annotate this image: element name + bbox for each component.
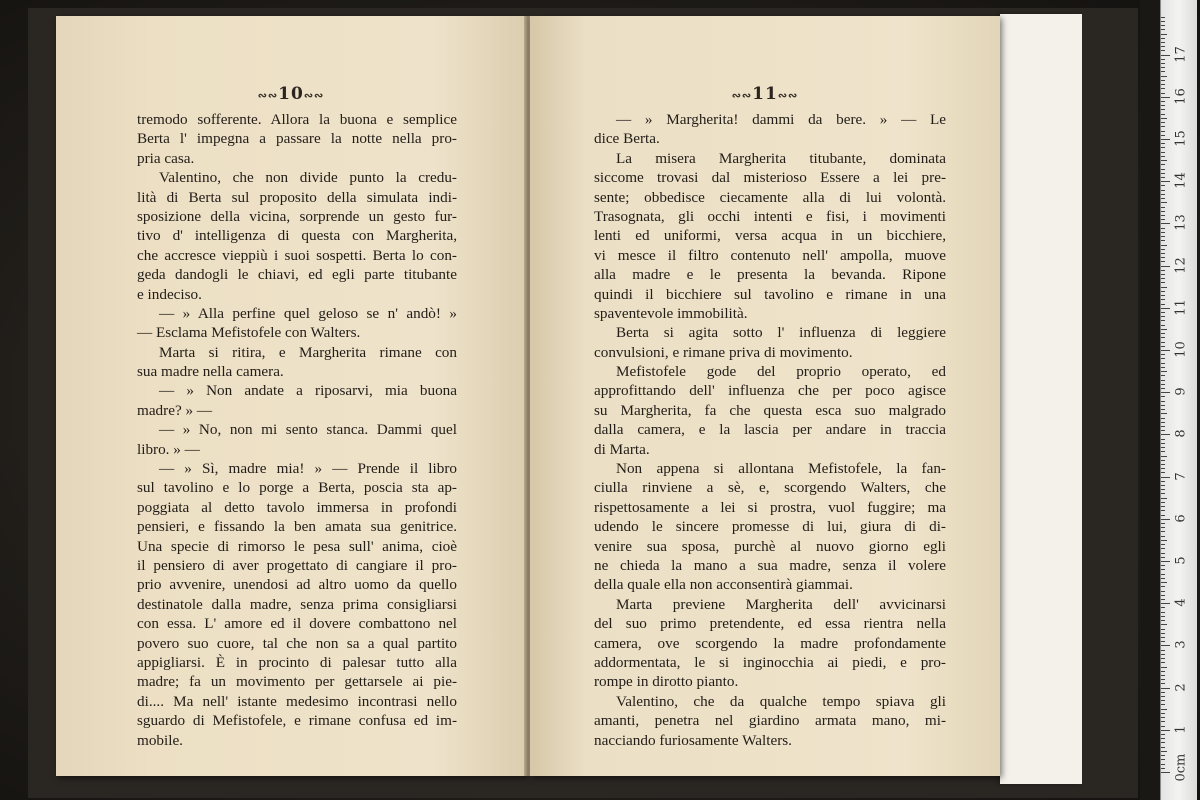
ruler-tick: [1161, 160, 1167, 161]
ruler-tick: [1161, 616, 1165, 617]
ruler-tick: [1161, 337, 1165, 338]
ruler-number: 2: [1173, 682, 1189, 692]
ruler-tick: [1161, 671, 1165, 672]
ruler-tick: [1161, 198, 1165, 199]
ruler-tick: [1161, 325, 1165, 326]
ruler-tick: [1161, 519, 1170, 520]
ruler-tick: [1161, 506, 1165, 507]
ruler-tick: [1161, 595, 1165, 596]
ruler-tick: [1161, 472, 1165, 473]
text-line: addormentata, le si inginocchia ai piedi, e pro-: [594, 653, 946, 671]
measurement-ruler: [1160, 0, 1197, 800]
ruler-tick: [1161, 477, 1170, 478]
text-line: Una specie di rimorso le pesa sull' anima, cioè: [137, 537, 457, 555]
ruler-tick: [1161, 451, 1165, 452]
text-line: tremodo sofferente. Allora la buona e semplice: [137, 111, 457, 128]
ruler-tick: [1161, 527, 1165, 528]
ruler-tick: [1161, 418, 1165, 419]
text-line: vi mesce il filtro contenuto nell' ampolla, muove: [594, 246, 946, 264]
ruler-tick: [1161, 147, 1165, 148]
ruler-number: 9: [1173, 387, 1189, 396]
text-line: Berta si agita sotto l' influenza di leggiere: [616, 324, 946, 342]
text-line: Non appena si allontana Mefistofele, la fan-: [616, 460, 946, 478]
ruler-tick: [1161, 164, 1165, 165]
ruler-tick: [1161, 342, 1165, 343]
ruler-tick: [1161, 375, 1165, 376]
ruler-tick: [1161, 683, 1165, 684]
ruler-tick: [1161, 447, 1165, 448]
ruler-tick: [1161, 46, 1165, 47]
text-line: udendo le sincere promesse di lui, giura di di-: [594, 518, 946, 536]
text-line: spaventevole immobilità.: [594, 304, 748, 322]
ruler-tick: [1161, 38, 1165, 39]
ruler-tick: [1161, 629, 1165, 630]
ruler-tick: [1161, 363, 1165, 364]
text-line: — » No, non mi sento stanca. Dammi quel: [159, 421, 457, 439]
ruler-tick: [1161, 650, 1165, 651]
ruler-tick: [1161, 274, 1165, 275]
ruler-tick: [1161, 599, 1165, 600]
ruler-tick: [1161, 557, 1165, 558]
ruler-number: 14: [1173, 172, 1189, 189]
ruler-tick: [1161, 582, 1167, 583]
ruler-tick: [1161, 489, 1165, 490]
ruler-tick: [1161, 287, 1167, 288]
ruler-number: 6: [1173, 514, 1189, 523]
text-line: lità di Berta sul proposito della simulata indi-: [137, 188, 457, 206]
ruler-tick: [1161, 498, 1167, 499]
ruler-number: 11: [1173, 299, 1189, 316]
ruler-tick: [1161, 266, 1170, 267]
ruler-tick: [1161, 358, 1165, 359]
text-line: lenti ed uniformi, versa acqua in un bicchiere,: [594, 227, 946, 245]
ruler-tick: [1161, 565, 1165, 566]
ruler-tick: [1161, 185, 1165, 186]
ruler-tick: [1161, 413, 1167, 414]
ruler-number: 13: [1173, 214, 1189, 232]
ruler-tick: [1161, 114, 1165, 115]
text-line: appigliarsi. È in procinto di palesar tutto alla: [137, 653, 457, 671]
text-line: il pensiero di aver progettato di cangiare il pro-: [137, 556, 457, 574]
ruler-tick: [1161, 190, 1165, 191]
ruler-number: 4: [1173, 598, 1189, 607]
ruler-tick: [1161, 548, 1165, 549]
ruler-tick: [1161, 34, 1167, 35]
ruler-tick: [1161, 422, 1165, 423]
ruler-tick: [1161, 439, 1165, 440]
ruler-tick: [1161, 346, 1165, 347]
ruler-tick: [1161, 126, 1165, 127]
ruler-tick: [1161, 540, 1167, 541]
ruler-tick: [1161, 253, 1165, 254]
ruler-tick: [1161, 388, 1165, 389]
ruler-tick: [1161, 717, 1165, 718]
text-line: ciulla rinviene a sè, e, scorgendo Walters, che: [594, 479, 946, 497]
ruler-tick: [1161, 607, 1165, 608]
ruler-tick: [1161, 223, 1170, 224]
ruler-tick: [1161, 485, 1165, 486]
ruler-tick: [1161, 320, 1165, 321]
right-page-text: [594, 110, 946, 750]
text-line: venire sua sposa, purchè al nuovo giorno egli: [594, 537, 946, 555]
text-line: prio avvenire, unendosi ad altro uomo da quello: [137, 576, 457, 594]
ruler-number: 1: [1173, 725, 1189, 734]
ruler-tick: [1161, 434, 1170, 435]
ruler-tick: [1161, 654, 1165, 655]
ruler-tick: [1161, 236, 1165, 237]
left-page-number: ∾∾10∾∾: [257, 84, 325, 104]
ruler-tick: [1161, 392, 1170, 393]
left-page: [56, 16, 526, 776]
ruler-tick: [1161, 71, 1165, 72]
ruler-tick: [1161, 55, 1170, 56]
text-line: Valentino, che non divide punto la credu-: [159, 169, 457, 187]
ruler-tick: [1161, 772, 1170, 773]
text-line: sua madre nella camera.: [137, 363, 284, 381]
ruler-tick: [1161, 228, 1165, 229]
text-line: poggiata al detto tavolo immersa in profondi: [137, 498, 457, 516]
text-line: che accresce vieppiù i suoi sospetti. Berta lo con-: [137, 246, 457, 264]
ruler-tick: [1161, 380, 1165, 381]
ruler-tick: [1161, 544, 1165, 545]
ruler-tick: [1161, 641, 1165, 642]
ruler-tick: [1161, 401, 1165, 402]
ruler-tick: [1161, 510, 1165, 511]
text-line: pensieri, e fissando la ben amata sua genitrice.: [137, 518, 457, 536]
ruler-tick: [1161, 456, 1167, 457]
text-line: madre? » —: [137, 401, 213, 419]
text-line: su Margherita, fa che questa esca suo malgrado: [594, 401, 946, 419]
ruler-number: 16: [1173, 88, 1189, 105]
text-line: libro. » —: [137, 440, 200, 458]
ruler-tick: [1161, 245, 1167, 246]
text-line: di Marta.: [594, 440, 650, 458]
ruler-tick: [1161, 312, 1165, 313]
ruler-tick: [1161, 675, 1165, 676]
text-line: — Esclama Mefistofele con Walters.: [137, 324, 361, 342]
ruler-tick: [1161, 759, 1165, 760]
ruler-tick: [1161, 704, 1165, 705]
ruler-tick: [1161, 299, 1165, 300]
ruler-tick: [1161, 257, 1165, 258]
ruler-tick: [1161, 426, 1165, 427]
ruler-tick: [1161, 569, 1165, 570]
ruler-tick: [1161, 135, 1165, 136]
ruler-tick: [1161, 76, 1167, 77]
text-line: — » Margherita! dammi da bere. » — Le: [616, 111, 946, 128]
ruler-tick: [1161, 721, 1165, 722]
ruler-tick: [1161, 658, 1165, 659]
ruler-tick: [1161, 502, 1165, 503]
ruler-tick: [1161, 282, 1165, 283]
text-line: madre; fa un movimento per gettarsele ai pie-: [137, 673, 457, 691]
ruler-number: 15: [1173, 130, 1189, 147]
ruler-tick: [1161, 152, 1165, 153]
text-line: dice Berta.: [594, 130, 660, 148]
ruler-tick: [1161, 97, 1170, 98]
ruler-tick: [1161, 169, 1165, 170]
ruler-tick: [1161, 523, 1165, 524]
ruler-tick: [1161, 667, 1167, 668]
ruler-tick: [1161, 350, 1170, 351]
text-line: Berta l' impegna a passare la notte nella pro-: [137, 130, 457, 148]
ruler-tick: [1161, 67, 1165, 68]
text-line: tivo d' intelligenza di questa con Margherita,: [137, 227, 457, 245]
ruler-tick: [1161, 215, 1165, 216]
ruler-tick: [1161, 409, 1165, 410]
ruler-tick: [1161, 738, 1165, 739]
ruler-tick: [1161, 59, 1165, 60]
ruler-tick: [1161, 688, 1170, 689]
ruler-tick: [1161, 637, 1165, 638]
ruler-tick: [1161, 764, 1165, 765]
ruler-tick: [1161, 270, 1165, 271]
text-line: Mefistofele gode del proprio operato, ed: [616, 363, 946, 381]
ruler-tick: [1161, 713, 1165, 714]
ruler-tick: [1161, 202, 1167, 203]
ruler-tick: [1161, 742, 1165, 743]
ruler-tick: [1161, 63, 1165, 64]
ruler-tick: [1161, 93, 1165, 94]
ruler-tick: [1161, 586, 1165, 587]
ruler-tick: [1161, 308, 1170, 309]
ruler-tick: [1161, 612, 1165, 613]
ruler-tick: [1161, 747, 1165, 748]
ruler-tick: [1161, 101, 1165, 102]
text-line: alla madre e le presenta la bevanda. Ripone: [594, 266, 946, 284]
ruler-tick: [1161, 696, 1165, 697]
ruler-tick: [1161, 80, 1165, 81]
text-line: — » Non andate a riposarvi, mia buona: [159, 382, 457, 400]
ruler-tick: [1161, 553, 1165, 554]
ruler-tick: [1161, 726, 1165, 727]
ruler-tick: [1161, 574, 1165, 575]
ruler-tick: [1161, 591, 1165, 592]
ruler-tick: [1161, 405, 1165, 406]
text-line: pria casa.: [137, 149, 195, 167]
ruler-tick: [1161, 396, 1165, 397]
text-line: — » Alla perfine quel geloso se n' andò! »: [159, 304, 457, 322]
ruler-number: 8: [1173, 429, 1189, 439]
text-line: sul tavolino e lo porge a Berta, poscia sta ap-: [137, 479, 457, 497]
text-line: geda dandogli le chiavi, ed egli parte titubante: [137, 266, 457, 284]
ruler-number: 0cm: [1173, 753, 1189, 782]
ruler-tick: [1161, 249, 1165, 250]
ruler-tick: [1161, 371, 1167, 372]
ruler-tick: [1161, 333, 1165, 334]
ruler-tick: [1161, 84, 1165, 85]
text-line: sente; obbedisce ciecamente alla di lui volontà.: [594, 188, 946, 206]
ruler-tick: [1161, 118, 1167, 119]
ruler-tick: [1161, 620, 1165, 621]
left-page-text: [137, 110, 457, 750]
ruler-tick: [1161, 194, 1165, 195]
ruler-tick: [1161, 291, 1165, 292]
ruler-tick: [1161, 156, 1165, 157]
right-page: [530, 16, 1000, 776]
text-line: e indeciso.: [137, 285, 202, 303]
ruler-tick: [1161, 261, 1165, 262]
ruler-tick: [1161, 768, 1165, 769]
ruler-tick: [1161, 181, 1170, 182]
ruler-tick: [1161, 515, 1165, 516]
right-page-number: ∾∾11∾∾: [731, 84, 799, 104]
ruler-tick: [1161, 219, 1165, 220]
backing-sheet: [1000, 14, 1082, 784]
ruler-shadow: [1140, 0, 1160, 800]
ruler-tick: [1161, 578, 1165, 579]
ruler-tick: [1161, 88, 1165, 89]
text-line: mobile.: [137, 731, 183, 749]
text-line: sposizione della vicina, sorprende un gesto fur-: [137, 207, 457, 225]
ruler-tick: [1161, 536, 1165, 537]
ruler-tick: [1161, 21, 1165, 22]
text-line: rompe in dirotto pianto.: [594, 673, 739, 691]
ruler-tick: [1161, 460, 1165, 461]
text-line: amanti, penetra nel giardino armata mano, mi-: [594, 712, 946, 730]
ruler-tick: [1161, 278, 1165, 279]
ruler-tick: [1161, 29, 1165, 30]
text-line: dalla camera, e la lascia per andare in traccia: [594, 421, 946, 439]
text-line: del suo primo pretendente, ed essa rientra nella: [594, 615, 946, 633]
ruler-tick: [1161, 734, 1165, 735]
ruler-tick: [1161, 468, 1165, 469]
text-line: della quale ella non acconsentirà giammai.: [594, 576, 853, 594]
text-line: Valentino, che da qualche tempo spiava gli: [616, 692, 946, 710]
ruler-number: 17: [1173, 45, 1189, 63]
ruler-tick: [1161, 367, 1165, 368]
ruler-tick: [1161, 232, 1165, 233]
text-line: destinatole dalla madre, senza prima consigliarsi: [137, 595, 457, 613]
ruler-tick: [1161, 240, 1165, 241]
ruler-tick: [1161, 143, 1165, 144]
ruler-tick: [1161, 603, 1170, 604]
ruler-tick: [1161, 50, 1165, 51]
ruler-tick: [1161, 430, 1165, 431]
ruler-tick: [1161, 42, 1165, 43]
ruler-number: 5: [1173, 556, 1189, 565]
ruler-tick: [1161, 730, 1170, 731]
ruler-number: 7: [1173, 471, 1189, 481]
ruler-tick: [1161, 173, 1165, 174]
ruler-tick: [1161, 481, 1165, 482]
text-line: con essa. L' amore ed il dovere combattono nel: [137, 615, 457, 633]
text-line: ne chieda la mano a sua madre, senza il volere: [594, 556, 946, 574]
text-line: quindi il bicchiere sul tavolino e rimane in una: [594, 285, 946, 303]
text-line: siccome trovasi dal misterioso Essere a lei pre-: [594, 169, 946, 187]
ruler-number: 12: [1173, 256, 1189, 274]
ruler-number: 3: [1173, 640, 1189, 650]
ruler-tick: [1161, 700, 1165, 701]
text-line: di.... Ma nell' istante medesimo incontrasi nello: [137, 692, 457, 710]
ruler-tick: [1161, 17, 1165, 18]
ruler-tick: [1161, 177, 1165, 178]
ruler-tick: [1161, 122, 1165, 123]
ruler-tick: [1161, 109, 1165, 110]
text-line: camera, ove scorgendo la madre profondamente: [594, 634, 946, 652]
text-line: nacciando furiosamente Walters.: [594, 731, 792, 749]
ruler-tick: [1161, 755, 1165, 756]
ruler-tick: [1161, 645, 1170, 646]
ruler-tick: [1161, 105, 1165, 106]
ruler-number: 10: [1173, 341, 1189, 358]
ruler-tick: [1161, 25, 1165, 26]
ruler-tick: [1161, 662, 1165, 663]
ruler-tick: [1161, 139, 1170, 140]
ruler-tick: [1161, 329, 1167, 330]
ruler-tick: [1161, 207, 1165, 208]
text-line: approfittando dell' influenza che per poco agisce: [594, 382, 946, 400]
ruler-tick: [1161, 751, 1167, 752]
ruler-tick: [1161, 131, 1165, 132]
text-line: Trasognata, gli occhi intenti e fisi, i movimenti: [594, 207, 946, 225]
ruler-tick: [1161, 211, 1165, 212]
text-line: Marta si ritira, e Margherita rimane con: [159, 343, 457, 361]
ruler-tick: [1161, 354, 1165, 355]
text-line: Marta previene Margherita dell' avvicinarsi: [616, 595, 946, 613]
ruler-tick: [1161, 679, 1165, 680]
ruler-tick: [1161, 443, 1165, 444]
ruler-tick: [1161, 304, 1165, 305]
ruler-tick: [1161, 464, 1165, 465]
ruler-tick: [1161, 531, 1165, 532]
text-line: La misera Margherita titubante, dominata: [616, 149, 946, 167]
text-line: rispettosamente a lei si prostra, vuol fuggire; ma: [594, 498, 946, 516]
ruler-tick: [1161, 295, 1165, 296]
ruler-tick: [1161, 316, 1165, 317]
ruler-tick: [1161, 384, 1165, 385]
text-line: — » Sì, madre mia! » — Prende il libro: [159, 460, 457, 478]
text-line: sguardo di Mefistofele, e rimane confusa ed im-: [137, 712, 457, 730]
text-line: povero suo cuore, tal che non sa a qual partito: [137, 634, 457, 652]
ruler-tick: [1161, 493, 1165, 494]
ruler-tick: [1161, 633, 1165, 634]
ruler-tick: [1161, 709, 1167, 710]
ruler-tick: [1161, 624, 1167, 625]
ruler-tick: [1161, 692, 1165, 693]
ruler-tick: [1161, 561, 1170, 562]
text-line: convulsioni, e rimane priva di movimento.: [594, 343, 853, 361]
